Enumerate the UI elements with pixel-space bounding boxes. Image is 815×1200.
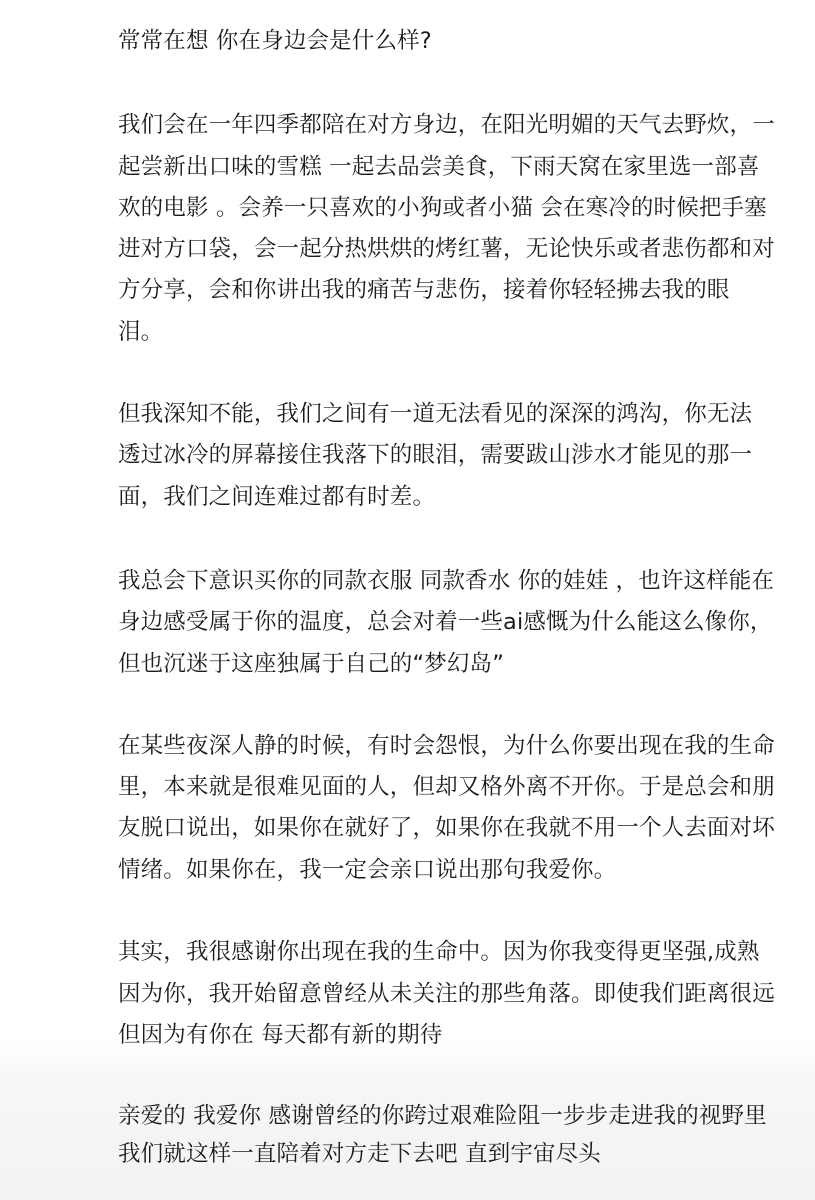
paragraph-5-line-2: 里，本来就是很难见面的人，但却又格外离不开你。于是总会和朋 <box>118 774 775 800</box>
paragraph-5-line-1: 在某些夜深人静的时候，有时会怨恨，为什么你要出现在我的生命 <box>118 733 775 759</box>
paragraph-5-line-4: 情绪。如果你在，我一定会亲口说出那句我爱你。 <box>118 857 617 883</box>
paragraph-2-line-3: 欢的电影 。会养一只喜欢的小狗或者小猫 会在寒冷的时候把手塞 <box>118 195 767 221</box>
paragraph-1-line-1: 常常在想 你在身边会是什么样? <box>118 28 432 54</box>
paragraph-4-line-1: 我总会下意识买你的同款衣服 同款香水 你的娃娃 ，也许这样能在 <box>118 568 775 594</box>
paragraph-2-line-2: 起尝新出口味的雪糕 一起去品尝美食，下雨天窝在家里选一部喜 <box>118 154 760 180</box>
paragraph-3-line-2: 透过冰冷的屏幕接住我落下的眼泪，需要跋山涉水才能见的那一 <box>118 442 753 468</box>
paragraph-2-line-1: 我们会在一年四季都陪在对方身边，在阳光明媚的天气去野炊，一 <box>118 112 775 138</box>
paragraph-4-line-3: 但也沉迷于这座独属于自己的“梦幻岛” <box>118 651 505 677</box>
paragraph-5-line-3: 友脱口说出，如果你在就好了，如果你在我就不用一个人去面对坏 <box>118 815 775 841</box>
paragraph-7-line-2: 我们就这样一直陪着对方走下去吧 直到宇宙尽头 <box>118 1141 601 1167</box>
paragraph-6-line-2: 因为你，我开始留意曾经从未关注的那些角落。即使我们距离很远 <box>118 981 775 1007</box>
paragraph-3-line-3: 面，我们之间连难过都有时差。 <box>118 484 436 510</box>
paragraph-4-line-2: 身边感受属于你的温度，总会对着一些ai感慨为什么能这么像你， <box>118 609 773 635</box>
paragraph-6-line-3: 但因为有你在 每天都有新的期待 <box>118 1022 443 1048</box>
paragraph-2-line-6: 泪。 <box>118 319 164 345</box>
paragraph-6-line-1: 其实，我很感谢你出现在我的生命中。因为你我变得更坚强,成熟 <box>118 939 760 965</box>
paragraph-7-line-1: 亲爱的 我爱你 感谢曾经的你跨过艰难险阻一步步走进我的视野里 <box>118 1103 767 1129</box>
paragraph-3-line-1: 但我深知不能，我们之间有一道无法看见的深深的鸿沟，你无法 <box>118 401 753 427</box>
paragraph-2-line-4: 进对方口袋，会一起分热烘烘的烤红薯，无论快乐或者悲伤都和对 <box>118 236 775 262</box>
paragraph-2-line-5: 方分享，会和你讲出我的痛苦与悲伤，接着你轻轻拂去我的眼 <box>118 277 730 303</box>
